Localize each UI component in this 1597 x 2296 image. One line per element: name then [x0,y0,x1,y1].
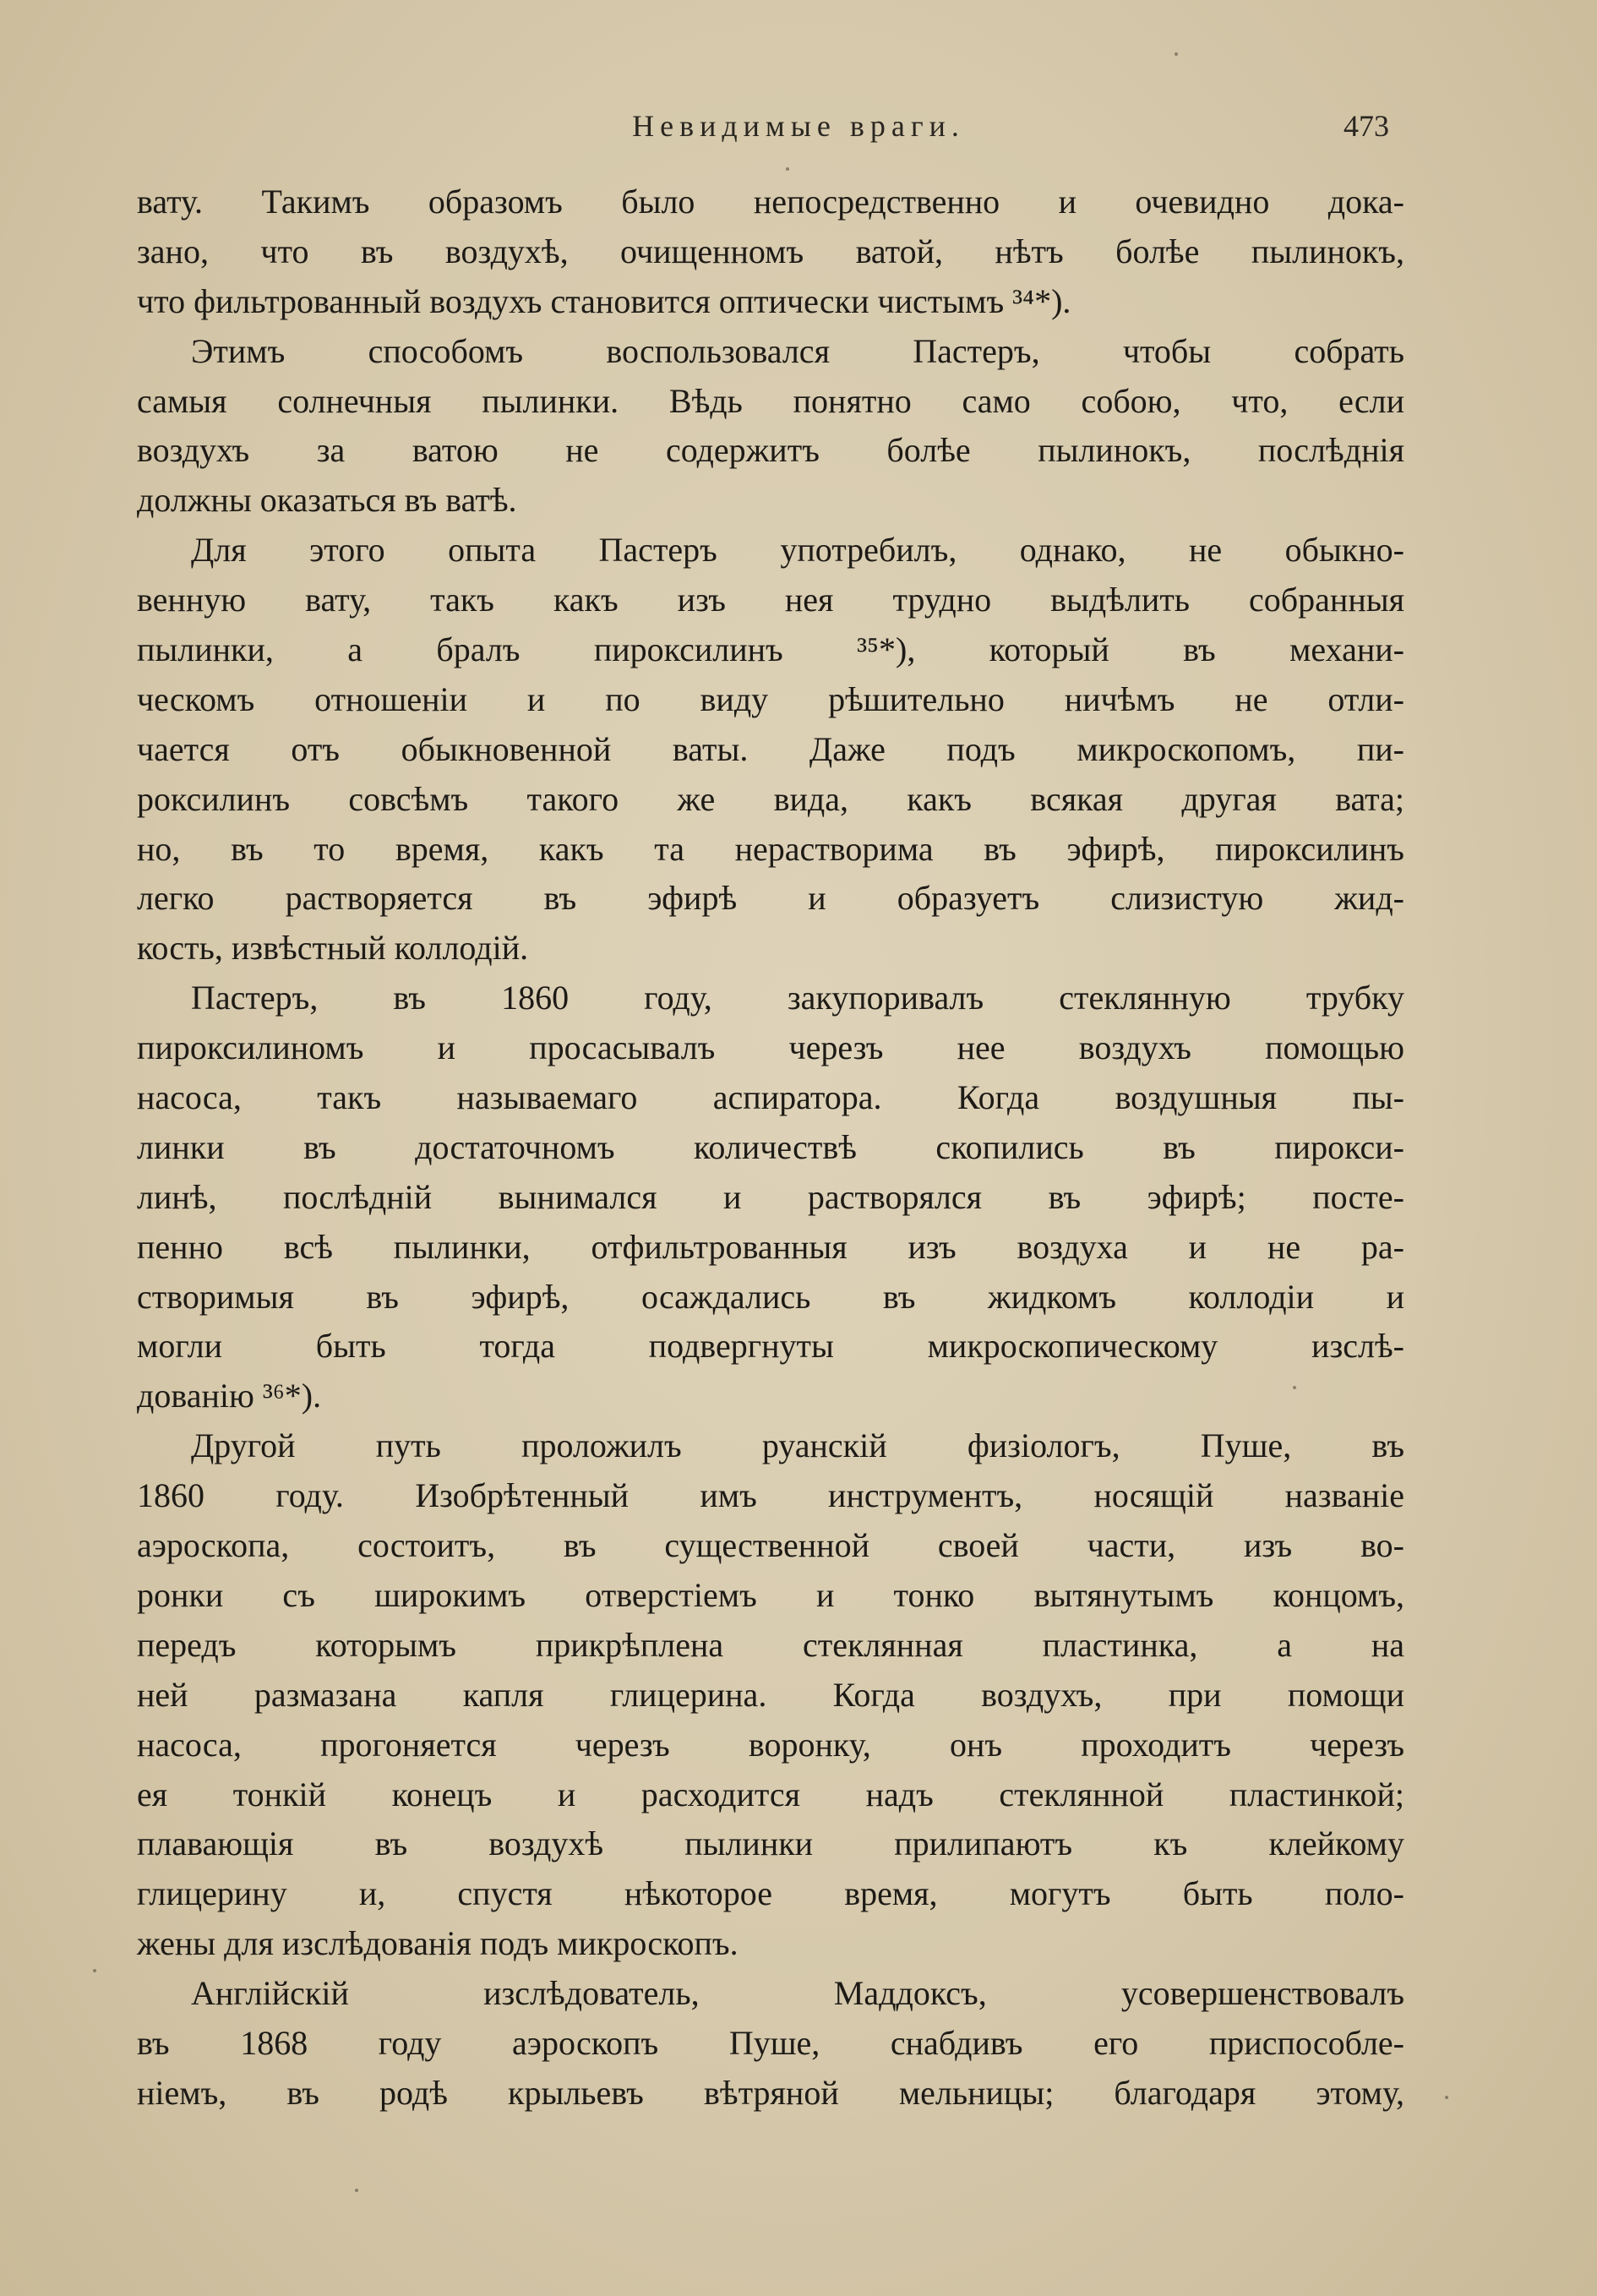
text-line: вату. Такимъ образомъ было непосредственно и очевидно дока- [137,183,1404,221]
text-line: насоса, такъ называемаго аспиратора. Когда воздушныя пы- [137,1078,1404,1117]
paragraph [137,973,1404,1421]
text-line: роксилинъ совсѣмъ такого же вида, какъ всякая другая вата; [137,779,1404,818]
text-line: глицерину и, спустя нѣкоторое время, могутъ быть поло- [137,1874,1404,1913]
text-line: Пастеръ, въ 1860 году, закупоривалъ стеклянную трубку [191,979,1404,1017]
text-line: могли быть тогда подвергнуты микроскопическому изслѣ- [137,1327,1404,1366]
text-line: кость, извѣстный коллодій. [137,929,529,968]
text-line: легко растворяется въ эфирѣ и образуетъ слизистую жид- [137,879,1404,918]
paragraph [137,177,1404,327]
text-line: насоса, прогоняется черезъ воронку, онъ проходитъ черезъ [137,1725,1404,1764]
text-line: зано, что въ воздухѣ, очищенномъ ватой, нѣтъ болѣе пылинокъ, [137,232,1404,270]
text-line: ческомъ отношеніи и по виду рѣшительно ничѣмъ не отли- [137,679,1404,718]
text-line: ней размазана капля глицерина. Когда воздухъ, при помощи [137,1675,1404,1714]
text-line: въ 1868 году аэроскопъ Пуше, снабдивъ его приспособле- [137,2023,1404,2062]
text-line: Для этого опыта Пастеръ употребилъ, однако, не обыкно- [191,531,1404,570]
text-line: чается отъ обыкновенной ваты. Даже подъ микроскопомъ, пи- [137,729,1404,768]
text-line: должны оказаться въ ватѣ. [137,481,517,520]
text-line: пенно всѣ пылинки, отфильтрованныя изъ воздуха и не ра- [137,1227,1404,1266]
page-number: 473 [1344,109,1389,143]
paragraph [137,526,1404,973]
paper-speck [93,1969,96,1972]
paragraph [137,1969,1404,2119]
text-line: пироксилиномъ и просасывалъ черезъ нее воздухъ помощью [137,1028,1404,1067]
text-line: ніемъ, въ родѣ крыльевъ вѣтряной мельницы; благодаря этому, [137,2073,1404,2112]
text-line: пылинки, а бралъ пироксилинъ ³⁵*), который въ механи- [137,630,1404,669]
text-line: но, въ то время, какъ та нерастворима въ эфирѣ, пироксилинъ [137,829,1404,868]
text-line: линки въ достаточномъ количествѣ скопились въ пирокси- [137,1127,1404,1166]
paragraph [137,1421,1404,1969]
text-line: дованію ³⁶*). [137,1377,322,1415]
text-line: что фильтрованный воздухъ становится оптически чистымъ ³⁴*). [137,281,1071,320]
text-line: ея тонкій конецъ и расходится надъ стеклянной пластинкой; [137,1775,1404,1813]
paragraph [137,327,1404,526]
paper-speck [1175,52,1178,56]
text-line: Другой путь проложилъ руанскій физіологъ, Пуше, въ [191,1426,1404,1465]
paper-speck [786,167,789,171]
text-line: воздухъ за ватою не содержитъ болѣе пылинокъ, послѣднія [137,431,1404,470]
text-line: 1860 году. Изобрѣтенный имъ инструментъ, носящій названіе [137,1476,1404,1515]
body-text [137,177,1404,2119]
text-line: жены для изслѣдованія подъ микроскопъ. [137,1924,739,1963]
text-line: Этимъ способомъ воспользовался Пастеръ, чтобы собрать [191,331,1404,370]
text-line: створимыя въ эфирѣ, осаждались въ жидкомъ коллодіи и [137,1277,1404,1316]
text-line: Англійскій изслѣдователь, Маддоксъ, усовершенствовалъ [191,1974,1404,2013]
page-header [0,108,1597,159]
text-line: самыя солнечныя пылинки. Вѣдь понятно само собою, что, если [137,381,1404,420]
paper-speck [1445,2096,1448,2099]
text-line: аэроскопа, состоитъ, въ существенной своей части, изъ во- [137,1526,1404,1565]
paper-speck [355,2189,358,2192]
text-line: ронки съ широкимъ отверстіемъ и тонко вытянутымъ концомъ, [137,1575,1404,1614]
text-line: линѣ, послѣдній вынимался и растворялся въ эфирѣ; посте- [137,1177,1404,1216]
text-line: плавающія въ воздухѣ пылинки прилипаютъ къ клейкому [137,1824,1404,1863]
text-line: передъ которымъ прикрѣплена стеклянная пластинка, а на [137,1625,1404,1664]
running-title: Невидимые враги. [632,109,965,143]
text-line: венную вату, такъ какъ изъ нея трудно выдѣлить собранныя [137,581,1404,619]
paper-speck [1293,1386,1296,1389]
